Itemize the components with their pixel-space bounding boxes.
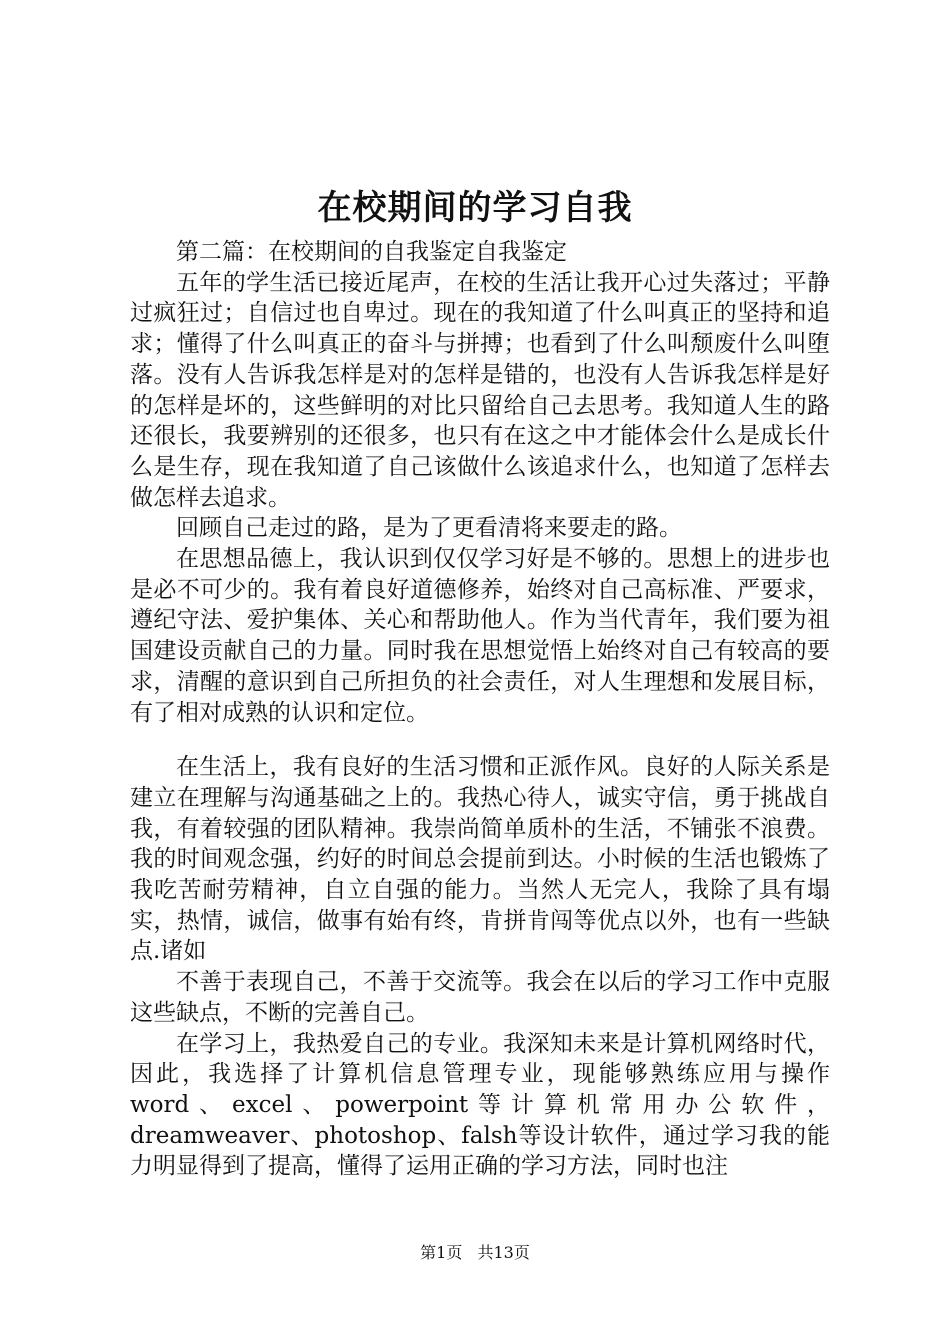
- paragraph: 不善于表现自己，不善于交流等。我会在以后的学习工作中克服这些缺点，不断的完善自己。: [130, 969, 830, 1026]
- paragraph: 在思想品德上，我认识到仅仅学习好是不够的。思想上的进步也是必不可少的。我有着良好道德修养，始终对自己高标准、严要求，遵纪守法、爱护集体、关心和帮助他人。作为当代青年，我们要为祖国建设贡献自己的力量。同时我在思想觉悟上始终对自己有较高的要求，清醒的意识到自己所担负的社会责任，对人生理想和发展目标，有了相对成熟的认识和定位。: [130, 546, 830, 726]
- document-title: 在校期间的学习自我: [317, 188, 633, 228]
- paragraph: 在学习上，我热爱自己的专业。我深知未来是计算机网络时代，因此，我选择了计算机信息管理专业，现能够熟练应用与操作word、excel、powerpoint等计算机常用办公软件，dreamweaver、photoshop、falsh等设计软件，通过学习我的能力明显得到了提高，懂得了运用正确的学习方法，同时也注: [130, 1030, 830, 1180]
- page-number: 第1页: [420, 1243, 463, 1262]
- document-body: [130, 237, 830, 1182]
- page-footer: [0, 1243, 950, 1263]
- paragraph: 回顾自己走过的路，是为了更看清将来要走的路。: [176, 515, 682, 542]
- section-heading: 第二篇：在校期间的自我鉴定自我鉴定: [176, 239, 567, 265]
- page-total: 共13页: [477, 1243, 530, 1262]
- paragraph: 五年的学生活已接近尾声，在校的生活让我开心过失落过；平静过疯狂过；自信过也自卑过。现在的我知道了什么叫真正的坚持和追求；懂得了什么叫真正的奋斗与拼搏；也看到了什么叫颓废什么叫堕落。没有人告诉我怎样是对的怎样是错的，也没有人告诉我怎样是好的怎样是坏的，这些鲜明的对比只留给自己去思考。我知道人生的路还很长，我要辨别的还很多，也只有在这之中才能体会什么是成长什么是生存，现在我知道了自己该做什么该追求什么，也知道了怎样去做怎样去追求。: [130, 269, 830, 511]
- paragraph: 在生活上，我有良好的生活习惯和正派作风。良好的人际关系是建立在理解与沟通基础之上的。我热心待人，诚实守信，勇于挑战自我，有着较强的团队精神。我崇尚简单质朴的生活，不铺张不浪费。我的时间观念强，约好的时间总会提前到达。小时候的生活也锻炼了我吃苦耐劳精神，自立自强的能力。当然人无完人，我除了具有塌实，热情，诚信，做事有始有终，肯拼肯闯等优点以外，也有一些缺点.诸如: [130, 754, 830, 965]
